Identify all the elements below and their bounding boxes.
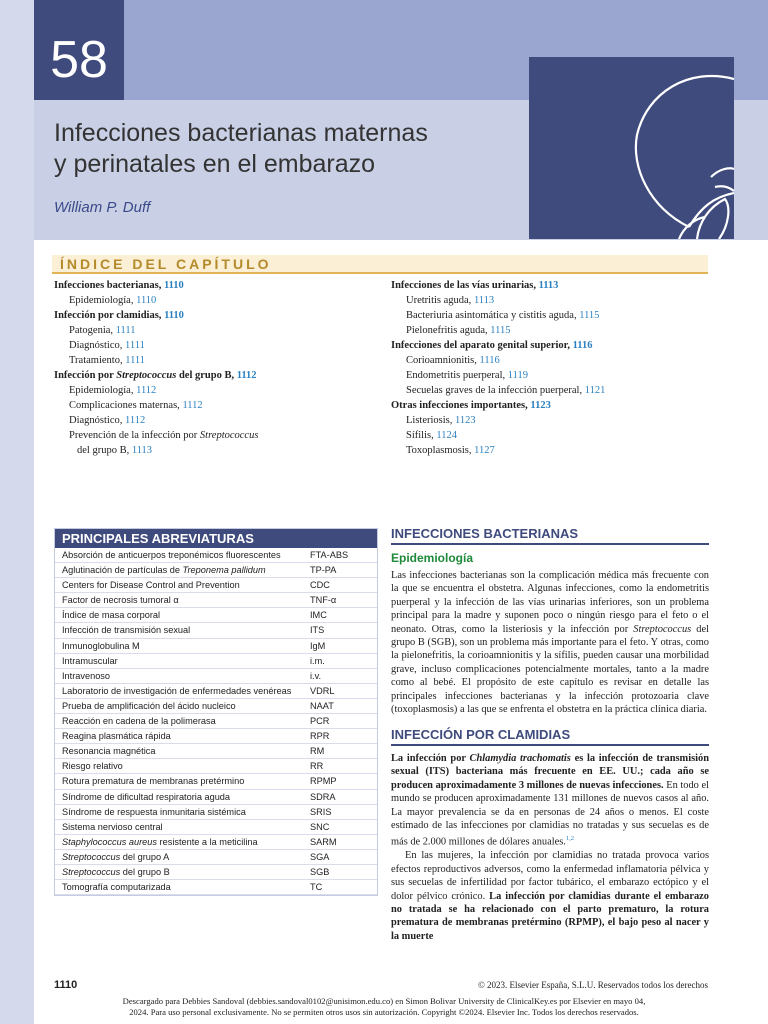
abbreviation-code: i.m. — [310, 655, 325, 666]
abbreviation-code: TC — [310, 882, 323, 893]
index-entry[interactable]: Pielonefritis aguda, 1115 — [406, 325, 511, 336]
index-entry[interactable]: Infecciones bacterianas, 1110 — [54, 280, 184, 291]
index-entry[interactable]: Infecciones del aparato genital superior, 1116 — [391, 340, 593, 351]
abbreviation-code: SRIS — [310, 806, 332, 817]
abbreviation-row — [55, 608, 377, 623]
chapter-title-line1: Infecciones bacterianas maternas — [54, 119, 428, 147]
copyright: © 2023. Elsevier España, S.L.U. Reservados todos los derechos — [477, 980, 708, 990]
index-entry[interactable]: Toxoplasmosis, 1127 — [406, 445, 495, 456]
abbreviation-term: Síndrome de respuesta inmunitaria sistémica — [62, 806, 246, 817]
abbreviation-row — [55, 759, 377, 774]
abbreviation-code: SGA — [310, 851, 330, 862]
index-page-link[interactable]: 1115 — [490, 325, 511, 336]
abbreviation-row — [55, 774, 377, 789]
chapter-title-line2: y perinatales en el embarazo — [54, 150, 376, 178]
paragraph: Las infecciones bacterianas son la complicación médica más frecuente con la que se encuentra el obstetra. Algunas infecciones, como la endometritis puerperal y la infección de las vías urinarias inferiores, son un problema principal para la madre y suponen poco o ningún riesgo para el feto o el neonato. Otras, como la listeriosis y la infección por Streptococcus del grupo B (SGB), son un problema más importante para el feto. Y otras, como la pielonefritis, la corioamnionitis y la sífilis, pueden causar una morbilidad grave, incluso complicaciones potencialmente mortales, tanto a la madre como al bebé. El propósito de este capítulo es revisar en detalle las principales infecciones bacterianas y la infección protozoaria clave (toxoplasmosis) a las que se enfrenta el obstetra en la práctica clínica diaria. — [391, 570, 709, 716]
abbreviation-term: Sistema nervioso central — [62, 821, 163, 832]
abbreviation-code: RPR — [310, 731, 330, 742]
chapter-number: 58 — [34, 0, 124, 100]
section-chlamydia — [391, 727, 709, 746]
index-page-link[interactable]: 1110 — [164, 310, 184, 321]
index-entry[interactable]: Complicaciones maternas, 1112 — [69, 400, 203, 411]
abbreviation-row — [55, 744, 377, 759]
page-number: 1110 — [54, 979, 78, 991]
abbreviation-term: Resonancia magnética — [62, 746, 156, 757]
index-page-link[interactable]: 1123 — [530, 400, 551, 411]
abbreviation-row — [55, 593, 377, 608]
download-notice: Descargado para Debbies Sandoval (debbies.sandoval0102@unisimon.edu.co) en Simon Bolivar University de ClinicalKey.es por Elsevier en mayo 04, 2024. Para uso personal exclusivamente. No se permiten otros usos sin autorización. Copyright ©2024. Elsevier Inc. Todos los derechos reservados. — [122, 996, 646, 1017]
index-page-link[interactable]: 1113 — [131, 445, 153, 456]
abbreviations-table — [55, 548, 377, 895]
abbreviation-code: RM — [310, 746, 325, 757]
abbreviation-term: Streptococcus del grupo A — [62, 851, 170, 862]
abbreviation-row — [55, 654, 377, 669]
index-page-link[interactable]: 1111 — [115, 325, 136, 336]
paragraph: En las mujeres, la infección por clamidias no tratada provoca varios efectos reproductivos adversos, como la enfermedad inflamatoria pélvica y sus secuelas de infertilidad por factor tubárico, el embarazo ectópico y el dolor pélvico crónico. La infección por clamidias durante el embarazo no tratada se ha relacionado con el parto prematuro, la rotura prematura de membranas pretérmino (RPMP), el bajo peso al nacer y la muerte — [391, 850, 709, 942]
abbreviation-row — [55, 623, 377, 638]
index-page-link[interactable]: 1111 — [125, 340, 145, 351]
section-bacterial-infections — [391, 526, 709, 565]
abbreviation-code: SARM — [310, 836, 337, 847]
index-page-link[interactable]: 1110 — [163, 280, 184, 291]
abbreviation-row — [55, 835, 377, 850]
abbreviations-box — [54, 528, 378, 896]
index-page-link[interactable]: 1116 — [479, 355, 500, 366]
abbreviation-row — [55, 805, 377, 820]
index-entry[interactable]: Listeriosis, 1123 — [406, 415, 476, 426]
abbreviation-code: TNF-α — [310, 595, 337, 606]
index-page-link[interactable]: 1112 — [182, 400, 203, 411]
abbreviation-code: IgM — [310, 640, 326, 651]
abbreviation-term: Aglutinación de partículas de Treponema pallidum — [62, 565, 266, 576]
section-heading: INFECCIÓN POR CLAMIDIAS — [391, 727, 709, 746]
index-page-link[interactable]: 1112 — [136, 385, 157, 396]
abbreviation-row — [55, 729, 377, 744]
abbreviation-code: RR — [310, 761, 324, 772]
paragraph: La infección por Chlamydia trachomatis es la infección de transmisión sexual (ITS) bacteriana más frecuente en EE. UU.; cada año se producen aproximadamente 3 millones de nuevas infecciones. En todo el mundo se producen aproximadamente 131 millones de nuevos casos al año. La mayor prevalencia se da en personas de 24 años o menos. El coste estimado de las infecciones por clamidias no tratadas y sus secuelas es de más de 2.000 millones de dólares anuales.$^{1,2}$ — [391, 753, 710, 848]
index-page-link[interactable]: 1115 — [579, 310, 600, 321]
abbreviation-code: NAAT — [310, 700, 334, 711]
abbreviation-row — [55, 699, 377, 714]
abbreviation-row — [55, 865, 377, 880]
index-entry[interactable]: Otras infecciones importantes, 1123 — [391, 400, 551, 411]
index-entry[interactable]: Epidemiología, 1112 — [69, 385, 157, 396]
abbreviation-term: Tomografía computarizada — [62, 882, 171, 893]
index-page-link[interactable]: 1110 — [136, 295, 157, 306]
abbreviation-code: SGB — [310, 866, 330, 877]
index-entry[interactable]: Infecciones de las vías urinarias, 1113 — [391, 280, 559, 291]
index-page-link[interactable]: 1113 — [473, 295, 495, 306]
index-entry[interactable]: Sífilis, 1124 — [406, 430, 457, 441]
abbreviation-term: Inmunoglobulina M — [62, 640, 140, 651]
index-page-link[interactable]: 1124 — [436, 430, 457, 441]
abbreviation-term: Índice de masa corporal — [62, 610, 161, 621]
abbreviation-term: Reacción en cadena de la polimerasa — [62, 716, 216, 727]
abbreviation-term: Laboratorio de investigación de enfermedades venéreas — [62, 685, 292, 696]
index-entry[interactable]: Secuelas graves de la infección puerperal, 1121 — [406, 385, 606, 396]
abbreviation-row — [55, 714, 377, 729]
chapter-title — [54, 118, 514, 180]
index-column-right — [391, 278, 711, 458]
author: William P. Duff — [54, 199, 151, 216]
abbreviation-term: Absorción de anticuerpos treponémicos fluorescentes — [62, 550, 281, 560]
index-page-link[interactable]: 1111 — [125, 355, 146, 366]
abbreviation-row — [55, 790, 377, 805]
abbreviation-term: Factor de necrosis tumoral α — [62, 595, 179, 606]
abbreviation-row — [55, 563, 377, 578]
section-body — [391, 569, 709, 716]
index-entry[interactable]: Uretritis aguda, 1113 — [406, 295, 495, 306]
abbreviation-term: Intravenoso — [62, 670, 111, 681]
abbreviation-term: Intramuscular — [62, 655, 118, 666]
index-entry[interactable]: Diagnóstico, 1112 — [69, 415, 146, 426]
abbreviation-term: Reagina plasmática rápida — [62, 731, 171, 742]
abbreviation-code: TP-PA — [310, 565, 337, 576]
index-entry[interactable]: Corioamnionitis, 1116 — [406, 355, 500, 366]
abbreviation-term: Riesgo relativo — [62, 761, 123, 772]
index-entry[interactable]: Infección por clamidias, 1110 — [54, 310, 184, 321]
abbreviation-row — [55, 850, 377, 865]
fetus-illustration — [529, 57, 734, 239]
abbreviation-term: Rotura prematura de membranas pretérmino — [62, 776, 245, 787]
abbreviation-term: Infección de transmisión sexual — [62, 625, 191, 636]
abbreviation-term: Streptococcus del grupo B — [62, 866, 170, 877]
abbreviation-row — [55, 548, 377, 563]
index-page-link[interactable]: 1112 — [236, 370, 257, 381]
abbreviations-heading: PRINCIPALES ABREVIATURAS — [55, 529, 377, 548]
index-page-link[interactable]: 1112 — [125, 415, 146, 426]
index-entry[interactable]: Endometritis puerperal, 1119 — [406, 370, 528, 381]
abbreviation-code: SDRA — [310, 791, 336, 802]
index-page-link[interactable]: 1121 — [584, 385, 606, 396]
page-sidebar — [0, 0, 34, 1024]
abbreviation-code: ITS — [310, 625, 325, 636]
subsection-heading: Epidemiología — [391, 551, 474, 565]
abbreviation-row — [55, 669, 377, 684]
index-entry[interactable]: Diagnóstico, 1111 — [69, 340, 145, 351]
section-body — [391, 752, 709, 943]
abbreviation-row — [55, 639, 377, 654]
abbreviation-term: Prueba de amplificación del ácido nucleico — [62, 700, 236, 711]
abbreviation-code: RPMP — [310, 776, 337, 787]
abbreviation-term: Centers for Disease Control and Prevention — [62, 580, 240, 591]
index-entry[interactable]: Bacteriuria asintomática y cistitis aguda, 1115 — [406, 310, 600, 321]
abbreviation-row — [55, 684, 377, 699]
abbreviation-code: CDC — [310, 580, 330, 591]
abbreviation-code: VDRL — [310, 685, 335, 696]
abbreviation-term: Staphylococcus aureus resistente a la meticilina — [62, 836, 258, 847]
index-page-link[interactable]: 1119 — [507, 370, 528, 381]
abbreviation-row — [55, 820, 377, 835]
abbreviation-code: SNC — [310, 821, 330, 832]
index-page-link[interactable]: 1113 — [538, 280, 559, 291]
abbreviation-code: i.v. — [310, 670, 322, 681]
abbreviation-row — [55, 578, 377, 593]
index-entry[interactable]: Prevención de la infección por Streptococcus — [69, 430, 259, 441]
fetus-line-art-icon — [529, 57, 734, 239]
index-entry[interactable]: del grupo B, 1113 — [77, 445, 153, 456]
abbreviation-code: PCR — [310, 716, 330, 727]
index-entry[interactable]: Patogenia, 1111 — [69, 325, 136, 336]
index-entry[interactable]: Infección por Streptococcus del grupo B, 1112 — [54, 370, 257, 381]
index-page-link[interactable]: 1127 — [474, 445, 495, 456]
abbreviation-code: FTA-ABS — [310, 550, 349, 560]
index-column-left — [54, 278, 374, 458]
index-page-link[interactable]: 1116 — [572, 340, 593, 351]
index-page-link[interactable]: 1123 — [455, 415, 476, 426]
abbreviation-term: Síndrome de dificultad respiratoria aguda — [62, 791, 231, 802]
section-heading: INFECCIONES BACTERIANAS — [391, 526, 709, 545]
abbreviation-code: IMC — [310, 610, 327, 621]
index-entry[interactable]: Tratamiento, 1111 — [69, 355, 146, 366]
index-entry[interactable]: Epidemiología, 1110 — [69, 295, 157, 306]
index-heading: ÍNDICE DEL CAPÍTULO — [52, 255, 708, 274]
abbreviation-row — [55, 880, 377, 895]
